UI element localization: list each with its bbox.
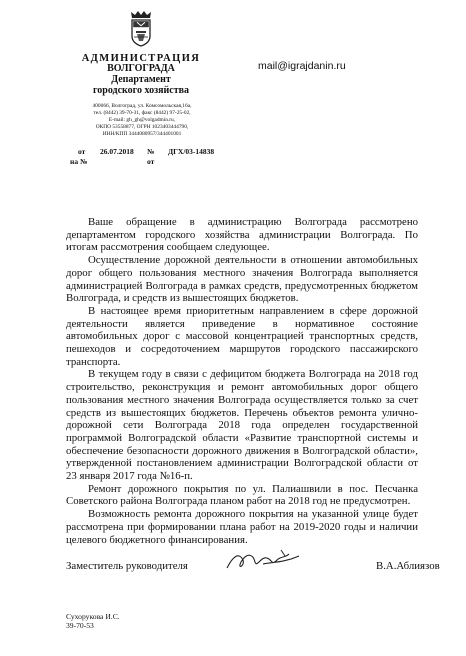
ref-number: ДГХ/03-14838 bbox=[168, 147, 215, 156]
body-paragraph-6: Возможность ремонта дорожного покрытия на указанной улице будет рассмотрена при формировании плана работ на 2019-2020 годы и наличии целевого бюджетного финансирования. bbox=[66, 508, 418, 546]
org-okpo: ОКПО 53558877, ОГРН 1023403444790, bbox=[95, 124, 189, 130]
body-paragraph-4: В текущем году в связи с дефицитом бюджета Волгограда на 2018 год строительство, реконструкция и ремонт автомобильных дорог общего пользования местного значения Волгограда осуществляется только за счет средств из вышестоящих бюджетов. Перечень объектов ремонта улично-дорожной сети Волгограда 2018 года определен государственной программой Волгоградской области «Развитие транспортной системы и обеспечение безопасности дорожного движения в Волгоградской области», утвержденной постановлением администрации Волгоградской области от 23 января 2017 года №16-п. bbox=[66, 368, 418, 483]
ref-date: 26.07.2018 bbox=[100, 147, 134, 156]
signatory-name: В.А.Аблиязов bbox=[376, 560, 440, 572]
org-inn: ИНН/КПП 3444080957/344401001 bbox=[102, 131, 182, 137]
letter-body bbox=[66, 216, 418, 546]
ref-ot-label: от bbox=[78, 147, 86, 156]
org-phone: тел. (8442) 39-70-31, факс (8442) 97-25-02, bbox=[93, 110, 191, 116]
department-line2: городского хозяйства bbox=[92, 85, 190, 96]
body-paragraph-1: Ваше обращение в администрацию Волгограда рассмотрено департаментом городского хозяйства администрации Волгограда. По итогам рассмотрения сообщаем следующее. bbox=[66, 216, 418, 254]
org-address: 400066, Волгоград, ул. Комсомольская,16а, bbox=[92, 103, 192, 109]
ref-ot-label2: от bbox=[147, 157, 155, 166]
ref-na-label: на № bbox=[70, 157, 88, 166]
recipient-email: mail@igrajdanin.ru bbox=[258, 60, 346, 72]
executor-info bbox=[66, 612, 120, 630]
org-email: E-mail: gh_gh@volgadmin.ru, bbox=[108, 117, 176, 123]
body-paragraph-2: Осуществление дорожной деятельности в отношении автомобильных дорог общего пользования местного значения Волгограда выполняется администрацией Волгограда в рамках средств, предусмотренных бюджетом Волгограда, и средств из вышестоящих бюджетов. bbox=[66, 254, 418, 305]
executor-phone: 39-70-53 bbox=[66, 621, 94, 630]
executor-name: Сухорукова И.С. bbox=[66, 612, 120, 621]
handwritten-signature bbox=[223, 546, 303, 574]
signatory-position: Заместитель руководителя bbox=[66, 560, 188, 572]
org-name-line2: ВОЛГОГРАДА bbox=[107, 63, 175, 74]
department-line1: Департамент bbox=[111, 74, 171, 85]
body-paragraph-5: Ремонт дорожного покрытия по ул. Палиашвили в пос. Песчанка Советского района Волгограда планом работ на 2018 год не предусмотрен. bbox=[66, 482, 418, 508]
coat-of-arms-icon bbox=[128, 9, 154, 47]
org-name-line1: АДМИНИСТРАЦИЯ bbox=[81, 53, 201, 64]
body-paragraph-3: В настоящее время приоритетным направлением в сфере дорожной деятельности является приведение в нормативное состояние автомобильных дорог с массовой концентрацией транспортных средств, пешеходов и сосредоточением маршрутов городского пассажирского транспорта. bbox=[66, 304, 418, 368]
ref-no-label: № bbox=[147, 147, 155, 156]
